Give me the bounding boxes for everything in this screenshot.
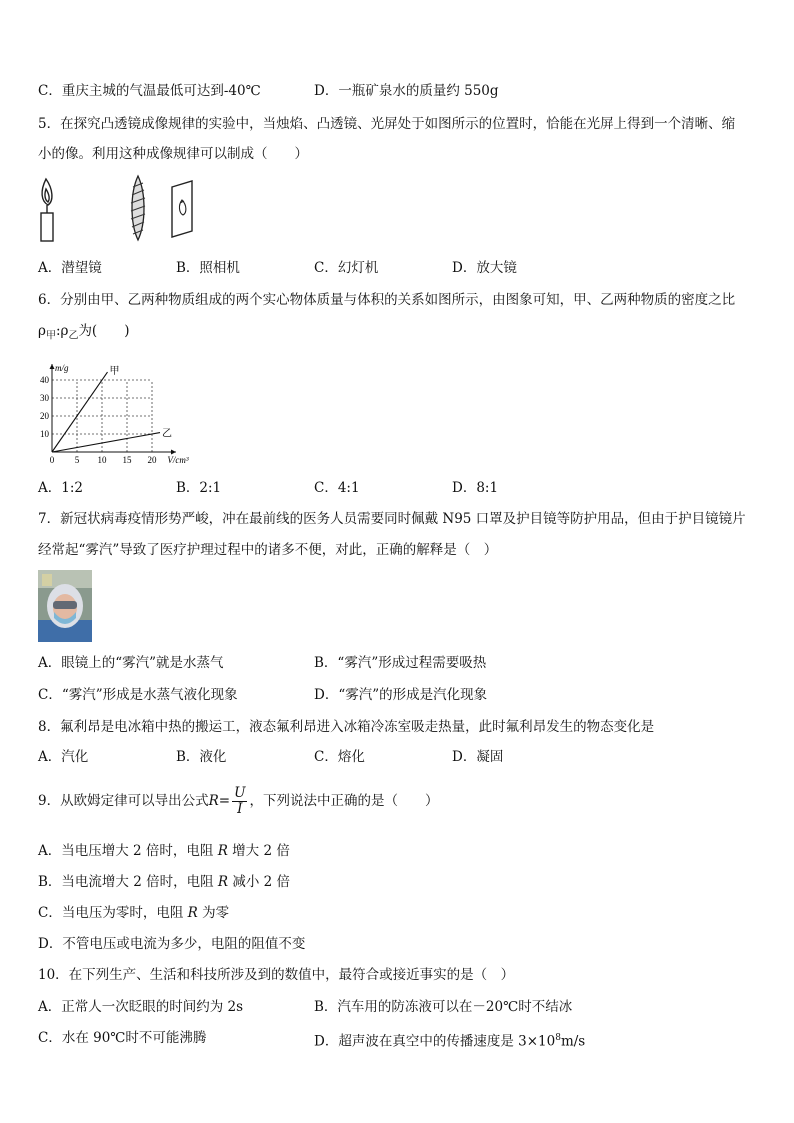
candle-icon (41, 179, 53, 241)
medical-worker-photo (38, 570, 92, 642)
formula-numerator: U (234, 785, 246, 801)
q6-option-a: A．1:2 (38, 480, 83, 496)
q10-option-d (314, 1029, 585, 1051)
q9-option-a (38, 842, 290, 860)
q7-option-a: A．眼镜上的“雾汽”就是水蒸气 (38, 655, 224, 671)
rho-colon: :ρ (55, 323, 69, 339)
q9-stem-pre: 9．从欧姆定律可以导出公式 (38, 793, 209, 809)
q6-option-c: C．4:1 (314, 480, 360, 496)
rho-sub-jia: 甲 (45, 330, 56, 342)
y-tick-label: 20 (40, 411, 49, 421)
q7-stem-line1: 7．新冠状病毒疫情形势严峻，冲在最前线的医务人员需要同时佩戴 N95 口罩及护目镜等防护用品，但由于护目镜镜片 (38, 511, 746, 527)
formula-lhs: R= (208, 793, 231, 809)
q5-option-d: D．放大镜 (452, 260, 517, 276)
y-axis-arrow (50, 364, 55, 369)
q4-option-c: C．重庆主城的气温最低可达到-40℃ (38, 83, 261, 99)
x-tick-label: 20 (147, 455, 157, 465)
y-tick-label: 10 (40, 429, 49, 439)
q8-option-b: B．液化 (176, 749, 227, 765)
q6-stem-line1: 6．分别由甲、乙两种物质组成的两个实心物体质量与体积的关系如图所示，由图象可知，甲、乙两种物质的密度之比 (38, 292, 736, 308)
q6-option-d: D．8:1 (452, 480, 499, 496)
optics-figure (36, 173, 206, 245)
q4-option-d: D．一瓶矿泉水的质量约 550g (314, 83, 499, 99)
q10-option-c: C．水在 90℃时不可能沸腾 (38, 1030, 207, 1046)
q5-option-c: C．幻灯机 (314, 260, 379, 276)
q9-option-c-var: R (187, 905, 198, 921)
q9-option-a-post: 增大 2 倍 (227, 843, 290, 859)
q5-stem-line2: 小的像。利用这种成像规律可以制成（ ） (38, 146, 308, 162)
convex-lens-icon (131, 176, 145, 240)
q9-option-b (38, 873, 290, 891)
q9-stem-post: ，下列说法中正确的是（ ） (249, 793, 439, 809)
q10-option-a: A．正常人一次眨眼的时间约为 2s (38, 999, 244, 1015)
q6-option-b: B．2:1 (176, 480, 222, 496)
q9-stem (38, 784, 438, 818)
x-tick-label: 10 (97, 455, 107, 465)
q6-stem-line2 (38, 322, 129, 346)
q10-option-d-pre: D．超声波在真空中的传播速度是 3×10 (314, 1033, 556, 1050)
q9-option-b-var: R (217, 874, 229, 890)
q5-stem-line1: 5．在探究凸透镜成像规律的实验中，当烛焰、凸透镜、光屏处于如图所示的位置时，恰能在光屏上得到一个清晰、缩 (38, 116, 736, 132)
q9-option-b-post: 减小 2 倍 (228, 874, 291, 890)
q9-option-b-pre: B．当电流增大 2 倍时，电阻 (38, 874, 218, 890)
q9-option-d: D．不管电压或电流为多少，电阻的阻值不变 (38, 936, 306, 952)
q6-stem-tail: 为( ) (78, 323, 130, 339)
q10-stem: 10．在下列生产、生活和科技所涉及到的数值中，最符合或接近事实的是（ ） (38, 967, 515, 983)
q7-stem-line2: 经常起“雾汽”导致了医疗护理过程中的诸多不便，对此，正确的解释是（ ） (38, 542, 498, 558)
q9-option-a-pre: A．当电压增大 2 倍时，电阻 (38, 843, 218, 859)
q10-option-d-exponent: 8 (555, 1033, 561, 1043)
q8-option-c: C．熔化 (314, 749, 365, 765)
q10-option-d-unit: m/s (560, 1033, 586, 1050)
q8-stem: 8．氟利昂是电冰箱中热的搬运工，液态氟利昂进入冰箱冷冻室吸走热量，此时氟利昂发生的物态变化是 (38, 719, 655, 735)
x-tick-label: 5 (74, 455, 80, 465)
series-line-yi (52, 433, 160, 452)
series-line-jia (52, 372, 108, 452)
q8-option-d: D．凝固 (452, 749, 504, 765)
y-tick-label: 30 (40, 393, 49, 403)
y-axis-label: m/g (55, 363, 69, 373)
mass-volume-chart (30, 360, 200, 466)
x-axis-label: V/cm³ (167, 455, 189, 465)
chart-series (52, 365, 172, 452)
q5-option-b: B．照相机 (176, 260, 240, 276)
q7-option-c: C．“雾汽”形成是水蒸气液化现象 (38, 687, 238, 703)
q9-option-a-var: R (217, 843, 228, 859)
series-label-jia: 甲 (109, 366, 120, 378)
q7-option-d: D．“雾汽”的形成是汽化现象 (314, 687, 488, 703)
formula-denominator: I (237, 801, 243, 817)
q7-option-b: B．“雾汽”形成过程需要吸热 (314, 655, 487, 671)
q10-option-b: B．汽车用的防冻液可以在－20℃时不结冰 (314, 999, 573, 1015)
q9-option-c (38, 904, 229, 922)
rho-sub-yi: 乙 (68, 330, 79, 342)
formula-fraction (232, 786, 247, 817)
q9-option-c-post: 为零 (197, 905, 230, 921)
light-screen-icon (172, 181, 192, 237)
x-axis-arrow (171, 450, 176, 455)
q5-option-a: A．潜望镜 (38, 260, 102, 276)
y-tick-label: 40 (40, 375, 49, 385)
series-label-yi: 乙 (162, 428, 172, 440)
x-tick-label: 15 (122, 455, 132, 465)
q9-option-c-pre: C．当电压为零时，电阻 (38, 905, 188, 921)
rho-symbol: ρ (38, 323, 46, 339)
chart-grid (52, 380, 152, 452)
q8-option-a: A．汽化 (38, 749, 89, 765)
x-tick-label: 0 (49, 455, 55, 465)
